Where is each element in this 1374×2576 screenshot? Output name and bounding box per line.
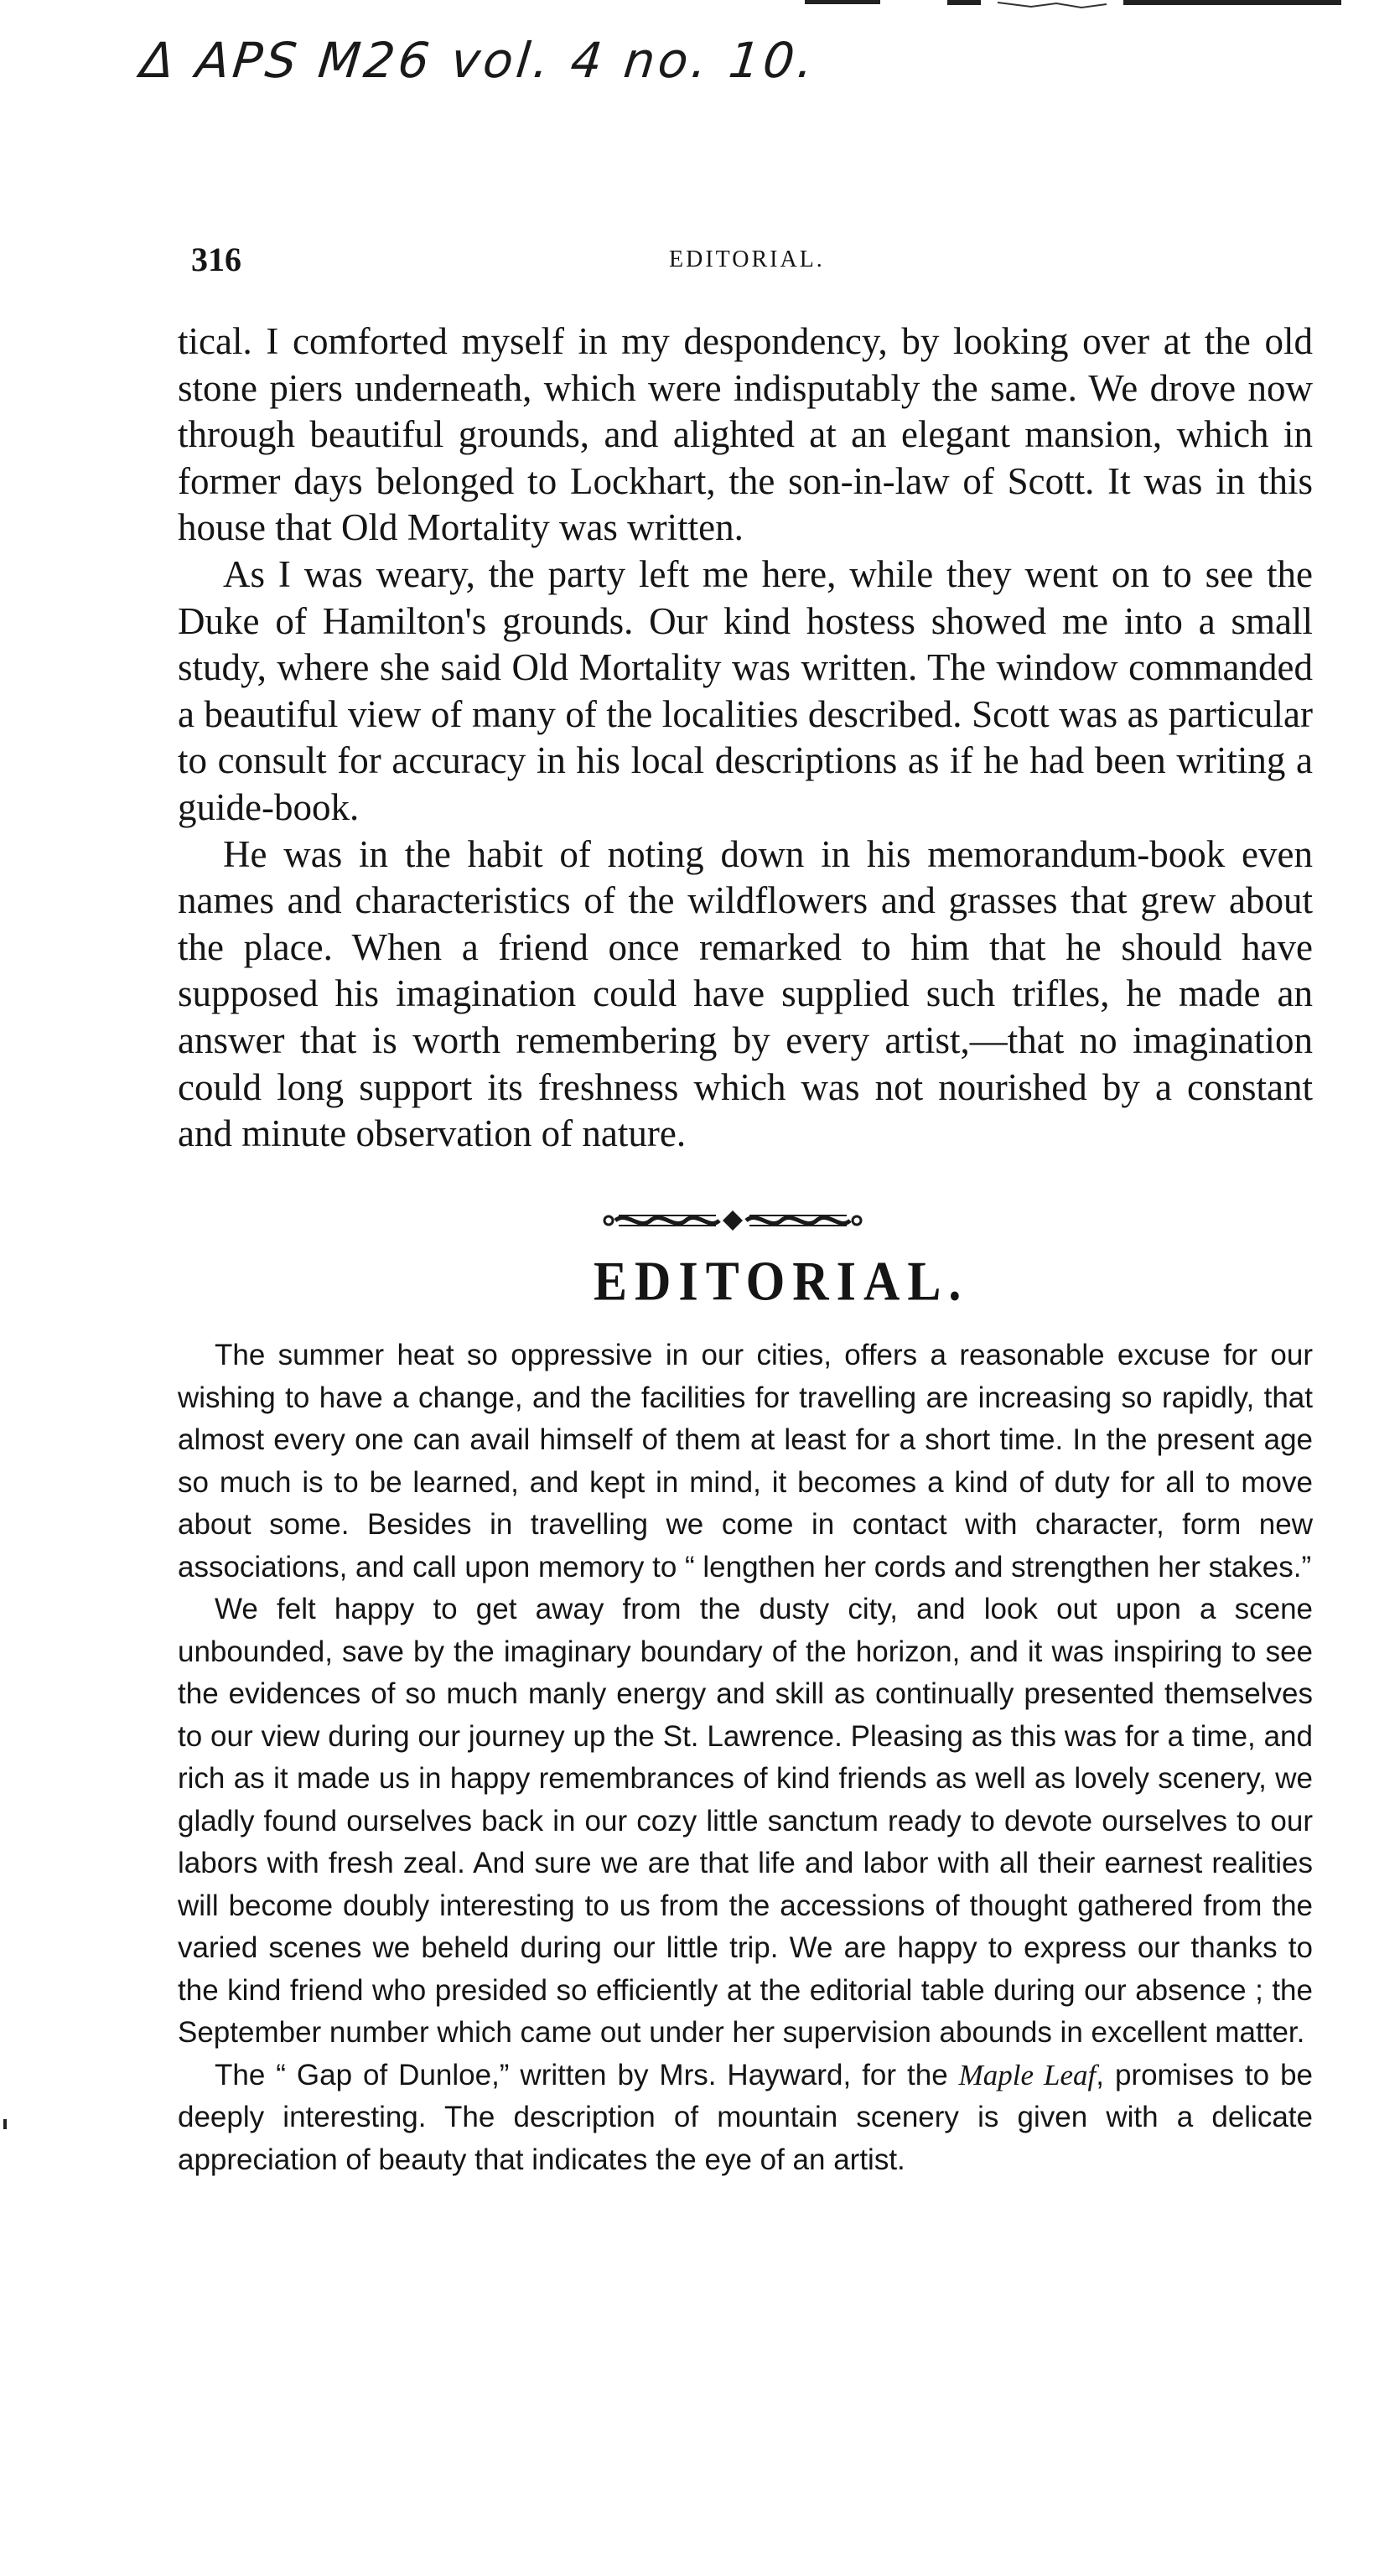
article-paragraph: As I was weary, the party left me here, while they went on to see the Duke of Hamilton's grounds. Our kind hostess showed me into a small study, where she said Old Mortality was written. The window commanded a beautiful view of many of the localities described. Scott was as particular to consult for accuracy in his local descriptions as if he had been writing a guide-book. <box>178 552 1313 828</box>
editorial-paragraph: The summer heat so oppressive in our cities, offers a reasonable excuse for our wishing to have a change, and the facilities for travelling are increasing so rapidly, that almost every one can avail himself of them at least for a short time. In the present age so much is to be learned, and kept in mind, it becomes a kind of duty for all to move about some. Besides in travelling we come in contact with character, form new associations, and call upon memory to “ lengthen her cords and strengthen her stakes.” <box>178 1339 1313 1583</box>
handwritten-call-number: Δ APS M26 vol. 4 no. 10. <box>137 32 820 89</box>
running-title: EDITORIAL. <box>669 246 825 272</box>
editorial-body <box>178 1335 1313 2181</box>
page-number: 316 <box>191 241 241 278</box>
editorial-paragraph: We felt happy to get away from the dusty city, and look out upon a scene unbounded, save by the imaginary boundary of the horizon, and it was inspiring to see the evidences of so much manly energy and skill as continually presented themselves to our view during our journey up the St. Lawrence. Pleasing as this was for a time, and rich as it made us in happy remembrances of kind friends as well as lovely scenery, we gladly found ourselves back in our cozy little sanctum ready to devote ourselves to our labors with fresh zeal. And sure we are that life and labor with all their earnest realities will become doubly interesting to us from the accessions of thought gathered from the varied scenes we beheld during our little trip. We are happy to express our thanks to the kind friend who presided so efficiently at the editorial table during our absence ; the September number which came out under her supervision abounds in excellent matter. <box>178 1593 1313 2049</box>
running-head <box>191 240 1314 282</box>
article-body <box>178 319 1313 1158</box>
paragraph-text: The “ Gap of Dunloe,” written by Mrs. Hayward, for the <box>215 2058 959 2091</box>
continuation-paragraph: tical. I comforted myself in my despondency, by looking over at the old stone piers underneath, which were indisputably the same. We drove now through beautiful grounds, and alighted at an elegant mansion, which in former days belonged to Lockhart, the son-in-law of Scott. It was in this house that Old Mortality was written. <box>178 320 1313 549</box>
paragraph-text: , promises to be deeply interesting. The description of mountain scenery is given with a delicate appreciation of beauty that indicates the eye of an artist. <box>178 2058 1314 2176</box>
editorial-paragraph <box>178 2055 1313 2182</box>
section-divider-ornament <box>602 1205 863 1236</box>
editorial-heading: EDITORIAL. <box>594 1250 969 1313</box>
article-paragraph: He was in the habit of noting down in his memorandum-book even names and characteristics of the wildflowers and grasses that grew about the place. When a friend once remarked to him that he should have supposed his imagination could have supplied such trifles, he made an answer that is worth remembering by every artist,—that no imagination could long support its freshness which was not nourished by a constant and minute observation of nature. <box>178 832 1313 1155</box>
top-edge-scan-marks <box>805 0 1341 10</box>
margin-scan-mark <box>3 2119 7 2129</box>
magazine-title: Maple Leaf <box>958 2058 1097 2091</box>
